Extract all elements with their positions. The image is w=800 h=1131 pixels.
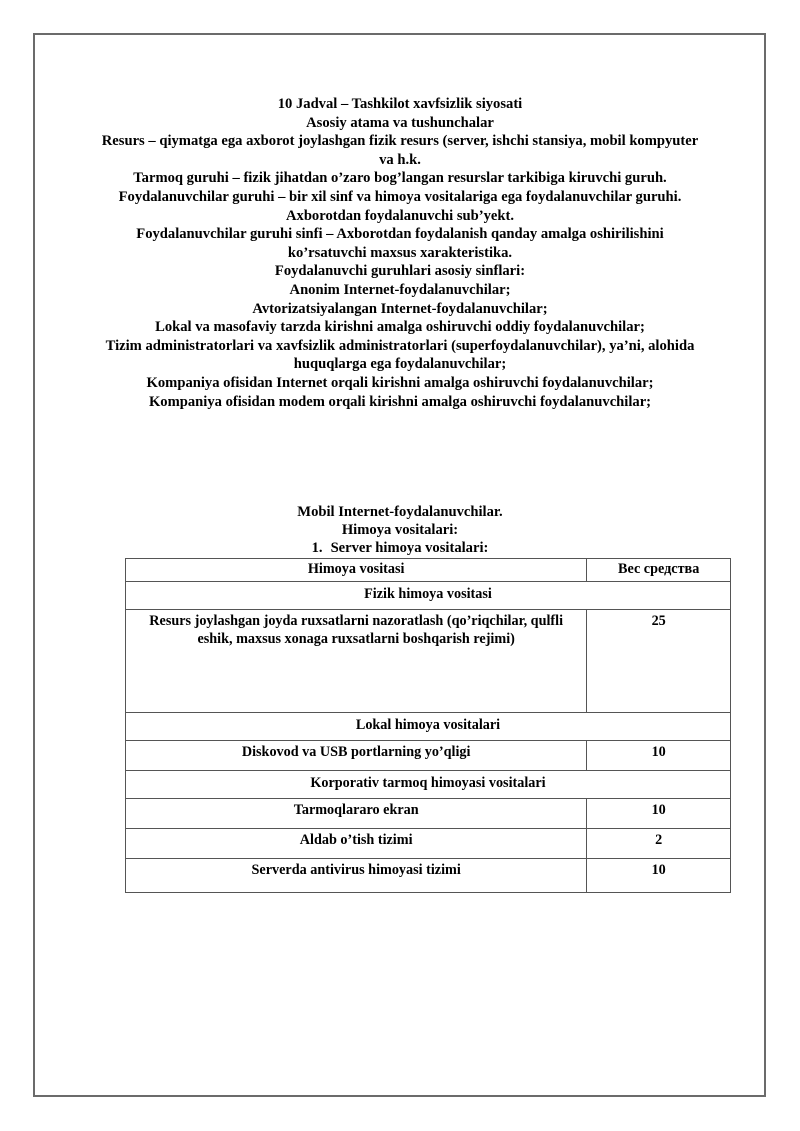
table-row (126, 741, 731, 771)
means-weight: 10 (587, 799, 731, 829)
users-class-definition: Foydalanuvchilar guruhi sinfi – Axborotdan foydalanish qanday amalga oshirilishini ko’rsatuvchi maxsus xarakteristika. (136, 226, 664, 261)
section-label: Korporativ tarmoq himoyasi vositalari (126, 771, 731, 799)
means-weight: 10 (587, 741, 731, 771)
section-label: Lokal himoya vositalari (126, 713, 731, 741)
table-row (126, 829, 731, 859)
policy-text-block (35, 95, 765, 411)
table-row (126, 610, 731, 713)
section-label: Fizik himoya vositasi (126, 582, 731, 610)
mobile-users-line: Mobil Internet-foydalanuvchilar. (297, 504, 503, 520)
server-means-label: Server himoya vositalari: (330, 540, 489, 557)
means-weight: 25 (587, 610, 731, 713)
means-weight: 10 (587, 859, 731, 893)
resource-definition: Resurs – qiymatga ega axborot joylashgan fizik resurs (server, ishchi stansiya, mobil kompyuter va h.k. (101, 133, 699, 168)
header-name: Himoya vositasi (126, 559, 587, 582)
classes-title: Foydalanuvchi guruhlari asosiy sinflari: (274, 263, 526, 280)
server-means-list-item (35, 539, 765, 557)
list-number: 1. (311, 540, 323, 557)
table-row (126, 799, 731, 829)
means-name-text: Resurs joylashgan joyda ruxsatlarni nazoratlash (qo’riqchilar, qulfli eshik, maxsus xonaga ruxsatlarni boshqarish rejimi) (149, 613, 564, 647)
table-row (126, 859, 731, 893)
section-row-corporate (126, 771, 731, 799)
class-item: Kompaniya ofisidan modem orqali kirishni amalga oshiruvchi foydalanuvchilar; (148, 393, 652, 410)
means-name (126, 610, 587, 713)
class-item: Lokal va masofaviy tarzda kirishni amalga oshiruvchi oddiy foydalanuvchilar; (155, 319, 645, 336)
means-name: Serverda antivirus himoyasi tizimi (126, 859, 587, 893)
means-text-block (35, 503, 765, 558)
class-item: Anonim Internet-foydalanuvchilar; (289, 281, 511, 298)
means-title: Himoya vositalari: (341, 522, 459, 539)
means-name: Aldab o’tish tizimi (126, 829, 587, 859)
class-item: Tizim administratorlari va xavfsizlik administratorlari (superfoydalanuvchilar), ya’ni, alohida huquqlarga ega foydalanuvchilar; (105, 337, 695, 373)
class-item: Kompaniya ofisidan Internet orqali kirishni amalga oshiruvchi foydalanuvchilar; (146, 374, 654, 391)
header-weight: Вес средства (587, 559, 731, 582)
concepts-title: Asosiy atama va tushunchalar (306, 114, 494, 131)
network-group-definition: Tarmoq guruhi – fizik jihatdan o’zaro bog’langan resurslar tarkibiga kiruvchi guruh. (133, 170, 667, 187)
table-caption: 10 Jadval – Tashkilot xavfsizlik siyosati (277, 96, 523, 112)
means-name: Diskovod va USB portlarning yo’qligi (126, 741, 587, 771)
table-header-row (126, 559, 731, 582)
defense-means-table (125, 558, 731, 893)
section-row-physical (126, 582, 731, 610)
section-row-local (126, 713, 731, 741)
means-weight: 2 (587, 829, 731, 859)
users-group-definition: Foydalanuvchilar guruhi – bir xil sinf va himoya vositalariga ega foydalanuvchilar guruhi. (118, 188, 682, 205)
class-item: Avtorizatsiyalangan Internet-foydalanuvchilar; (252, 300, 548, 317)
user-subject-definition: Axborotdan foydalanuvchi sub’yekt. (285, 207, 514, 224)
means-name: Tarmoqlararo ekran (126, 799, 587, 829)
